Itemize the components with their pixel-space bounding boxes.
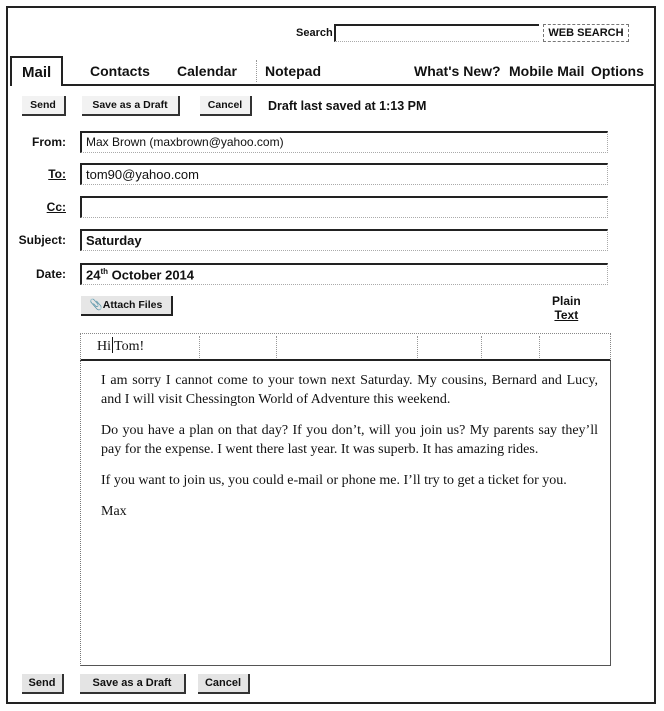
- greeting-hi: Hi: [97, 339, 111, 354]
- to-field[interactable]: tom90@yahoo.com: [80, 163, 608, 185]
- attach-files-button[interactable]: [81, 296, 173, 316]
- cc-label[interactable]: Cc:: [46, 200, 66, 214]
- tab-calendar[interactable]: Calendar: [177, 63, 237, 79]
- tab-mail[interactable]: Mail: [10, 56, 63, 86]
- plain-text-line1: Plain: [552, 294, 581, 308]
- body-paragraph: I am sorry I cannot come to your town next Saturday. My cousins, Bernard and Lucy, and I will visit Chessington World of Adventure this weekend.: [101, 373, 598, 407]
- to-row: [0, 163, 640, 187]
- toolbar-divider: [276, 336, 277, 358]
- plain-text-line2: Text: [554, 308, 579, 322]
- search-label: Search: [296, 27, 333, 39]
- to-label[interactable]: To:: [48, 167, 66, 181]
- cc-row: [0, 196, 640, 220]
- from-field[interactable]: Max Brown (maxbrown@yahoo.com): [80, 131, 608, 153]
- body-signature: Max: [101, 504, 127, 519]
- main-nav-tabs: [10, 56, 654, 86]
- cc-field[interactable]: [80, 196, 608, 218]
- subject-label: Subject:: [18, 233, 66, 247]
- message-body[interactable]: [80, 361, 611, 666]
- toolbar-divider: [417, 336, 418, 358]
- toolbar-divider: [539, 336, 540, 358]
- options-link[interactable]: Options: [591, 63, 644, 79]
- subject-field[interactable]: Saturday: [80, 229, 608, 251]
- body-paragraph: If you want to join us, you could e-mail or phone me. I’ll try to get a ticket for you.: [101, 473, 567, 488]
- formatting-toolbar: [80, 333, 611, 361]
- draft-status: Draft last saved at 1:13 PM: [268, 99, 427, 113]
- date-day: 24: [86, 267, 101, 283]
- date-rest: October 2014: [108, 267, 195, 283]
- subject-row: [0, 229, 640, 253]
- greeting-name: Tom!: [114, 339, 145, 354]
- send-button-bottom[interactable]: Send: [22, 674, 64, 694]
- date-row: [0, 263, 640, 287]
- greeting-line[interactable]: [97, 337, 144, 355]
- plain-text-link[interactable]: [552, 294, 581, 322]
- whats-new-link[interactable]: What's New?: [414, 63, 501, 79]
- send-button-top[interactable]: Send: [22, 96, 66, 116]
- mobile-mail-link[interactable]: Mobile Mail: [509, 63, 585, 79]
- paperclip-icon: 📎: [89, 299, 103, 311]
- save-draft-button-top[interactable]: Save as a Draft: [82, 96, 180, 116]
- web-search-button[interactable]: WEB SEARCH: [543, 24, 629, 42]
- search-bar: [0, 24, 664, 46]
- toolbar-divider: [199, 336, 200, 358]
- tab-contacts[interactable]: Contacts: [90, 63, 150, 79]
- body-paragraph: Do you have a plan on that day? If you don’t, will you join us? My parents say they’ll pay for the expense. I went there last year. It was superb. It has amazing rides.: [101, 423, 598, 457]
- tab-notepad[interactable]: Notepad: [265, 63, 321, 79]
- attach-files-label: Attach Files: [102, 299, 163, 311]
- text-cursor: [112, 337, 113, 353]
- from-label: From:: [32, 135, 66, 149]
- save-draft-button-bottom[interactable]: Save as a Draft: [80, 674, 186, 694]
- search-input[interactable]: [334, 24, 539, 42]
- cancel-button-bottom[interactable]: Cancel: [198, 674, 250, 694]
- tab-divider: [256, 60, 257, 82]
- toolbar-divider: [481, 336, 482, 358]
- date-field[interactable]: [80, 263, 608, 285]
- date-suffix: th: [100, 267, 109, 276]
- cancel-button-top[interactable]: Cancel: [200, 96, 252, 116]
- from-row: [0, 131, 640, 155]
- date-label: Date:: [35, 267, 66, 281]
